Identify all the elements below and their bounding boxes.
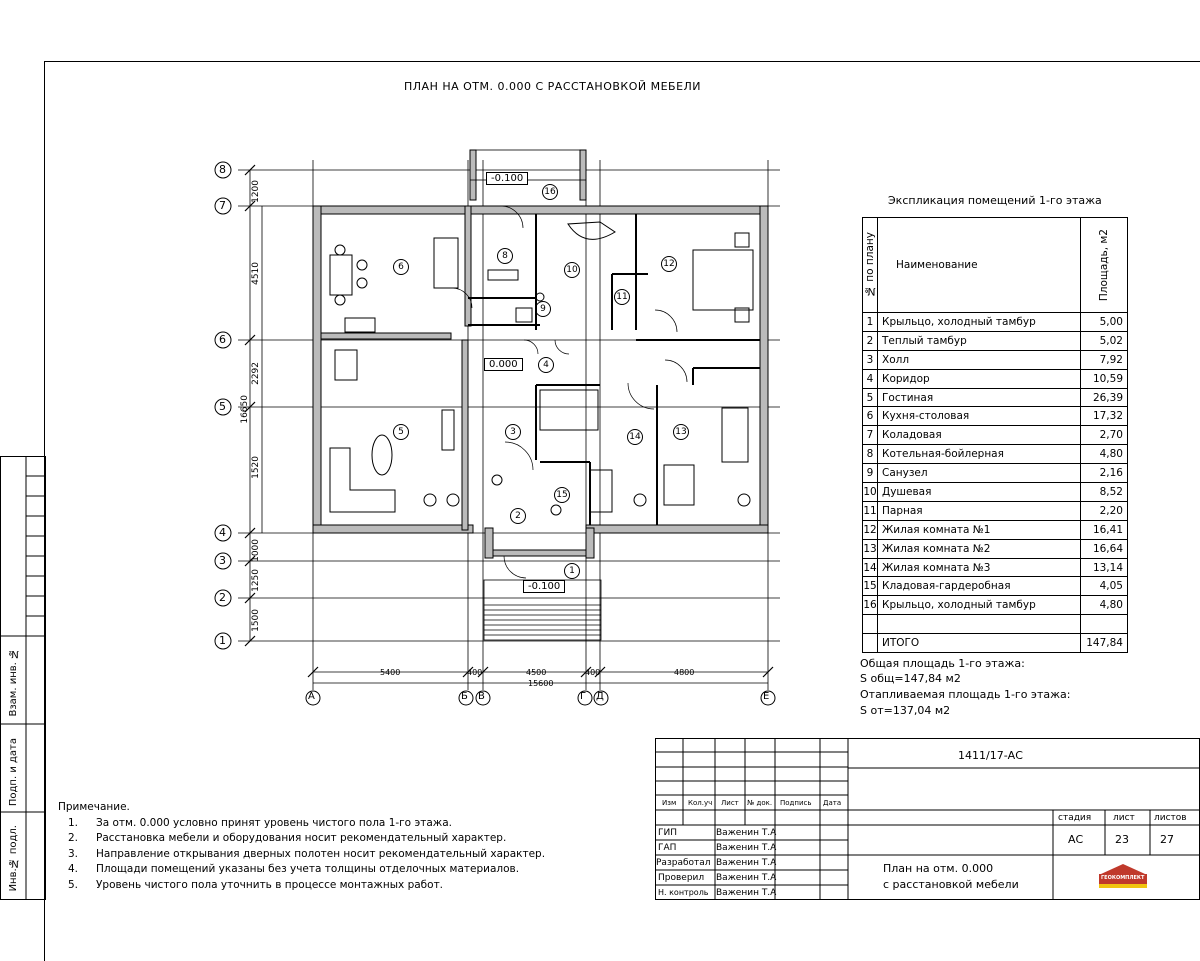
note-number: 5. bbox=[68, 878, 79, 891]
explication-num: 12 bbox=[863, 520, 878, 539]
axis-2: 2 bbox=[219, 591, 226, 604]
dim-left-6: 1250 bbox=[251, 569, 261, 592]
stamp-col-6: Дата bbox=[823, 799, 842, 807]
axis-4: 4 bbox=[219, 526, 226, 539]
note-number: 2. bbox=[68, 832, 79, 844]
side-stamp-1: Взам. инв. № bbox=[8, 648, 19, 717]
explication-row bbox=[863, 445, 1128, 464]
explication-area: 4,80 bbox=[1081, 445, 1128, 464]
explication-row bbox=[863, 483, 1128, 502]
axis-6: 6 bbox=[219, 333, 226, 346]
explication-row bbox=[863, 350, 1128, 369]
explication-name bbox=[878, 615, 1081, 634]
role-1: ГИП bbox=[658, 828, 677, 838]
room-10: 10 bbox=[564, 262, 580, 278]
explication-area: 16,41 bbox=[1081, 520, 1128, 539]
note-item bbox=[58, 831, 545, 847]
room-4: 4 bbox=[538, 357, 554, 373]
sheets-value: 27 bbox=[1160, 833, 1174, 846]
company-logo bbox=[1097, 862, 1149, 890]
header-area: Площадь, м2 bbox=[1098, 228, 1110, 302]
explication-name: Коридор bbox=[878, 369, 1081, 388]
explication-area: 17,32 bbox=[1081, 407, 1128, 426]
explication-row bbox=[863, 501, 1128, 520]
role-5: Н. контроль bbox=[658, 888, 709, 897]
explication-name: Теплый тамбур bbox=[878, 331, 1081, 350]
sheet-value: 23 bbox=[1115, 833, 1129, 846]
axis-bubbles-bottom bbox=[300, 688, 780, 708]
axis-1: 1 bbox=[219, 634, 226, 647]
explication-num: 10 bbox=[863, 483, 878, 502]
role-5-name: Важенин Т.А bbox=[716, 888, 777, 898]
explication-num: 1 bbox=[863, 313, 878, 332]
axis-3: 3 bbox=[219, 554, 226, 567]
explication-row bbox=[863, 596, 1128, 615]
room-12: 12 bbox=[661, 256, 677, 272]
explication-row bbox=[863, 426, 1128, 445]
dim-bottom-5: 4800 bbox=[674, 668, 695, 677]
axis-5: 5 bbox=[219, 400, 226, 413]
explication-row bbox=[863, 388, 1128, 407]
explication-name: Жилая комната №3 bbox=[878, 558, 1081, 577]
level-bottom: -0.100 bbox=[523, 580, 565, 593]
explication-row bbox=[863, 331, 1128, 350]
note-item bbox=[58, 847, 545, 863]
sheet-title-1: План на отм. 0.000 bbox=[883, 862, 994, 875]
axis-A: А bbox=[308, 691, 315, 702]
dim-left-3: 2292 bbox=[251, 362, 261, 385]
stamp-col-1: Изм bbox=[662, 799, 677, 807]
dim-bottom-3: 4500 bbox=[526, 668, 547, 677]
dim-bottom-1: 5400 bbox=[380, 668, 401, 677]
logo-text: ГЕОКОМПЛЕКТ bbox=[1101, 875, 1145, 881]
role-4-name: Важенин Т.А bbox=[716, 873, 777, 883]
axis-V: В bbox=[478, 691, 485, 702]
stage-label: стадия bbox=[1058, 813, 1092, 823]
explication-name: Холл bbox=[878, 350, 1081, 369]
total-num bbox=[863, 634, 878, 653]
explication-row bbox=[863, 313, 1128, 332]
explication-area: 2,16 bbox=[1081, 464, 1128, 483]
dim-left-4: 1520 bbox=[251, 456, 261, 479]
explication-num: 8 bbox=[863, 445, 878, 464]
stamp-col-3: Лист bbox=[721, 799, 739, 807]
explication-num: 2 bbox=[863, 331, 878, 350]
room-8: 8 bbox=[497, 248, 513, 264]
note-item bbox=[58, 816, 545, 832]
side-stamp-3: Инв.№ подл. bbox=[8, 825, 19, 892]
total-label: ИТОГО bbox=[878, 634, 1081, 653]
side-stamp bbox=[0, 456, 46, 900]
header-num: № по плану bbox=[864, 232, 876, 298]
sheet-title-2: с расстановкой мебели bbox=[883, 878, 1019, 891]
explication-area: 5,00 bbox=[1081, 313, 1128, 332]
room-14: 14 bbox=[627, 429, 643, 445]
room-3: 3 bbox=[505, 424, 521, 440]
explication-row bbox=[863, 520, 1128, 539]
dim-bottom-2: 400 bbox=[467, 668, 483, 677]
notes-title: Примечание. bbox=[58, 801, 130, 813]
explication-num: 5 bbox=[863, 388, 878, 407]
role-2-name: Важенин Т.А bbox=[716, 843, 777, 853]
explication-name: Кухня-столовая bbox=[878, 407, 1081, 426]
level-main: 0.000 bbox=[484, 358, 523, 371]
room-13: 13 bbox=[673, 424, 689, 440]
explication-rows bbox=[863, 313, 1128, 634]
notes bbox=[58, 800, 545, 893]
explication-area: 8,52 bbox=[1081, 483, 1128, 502]
axis-B: Б bbox=[461, 691, 468, 702]
room-6: 6 bbox=[393, 259, 409, 275]
stage-value: АС bbox=[1068, 833, 1084, 846]
axis-8: 8 bbox=[219, 163, 226, 176]
dim-left-1: 1200 bbox=[251, 180, 261, 203]
explication-name: Жилая комната №1 bbox=[878, 520, 1081, 539]
dim-bottom-total: 15600 bbox=[528, 679, 554, 688]
room-16: 16 bbox=[542, 184, 558, 200]
explication-header-row bbox=[863, 218, 1128, 313]
explication-name: Крыльцо, холодный тамбур bbox=[878, 313, 1081, 332]
note-text: За отм. 0.000 условно принят уровень чистого пола 1-го этажа. bbox=[96, 816, 452, 829]
notes-list bbox=[58, 816, 545, 894]
explication-area: 13,14 bbox=[1081, 558, 1128, 577]
explication-row bbox=[863, 577, 1128, 596]
explication-area: 4,80 bbox=[1081, 596, 1128, 615]
explication-row bbox=[863, 464, 1128, 483]
explication-num: 16 bbox=[863, 596, 878, 615]
role-2: ГАП bbox=[658, 843, 677, 853]
explication-row bbox=[863, 539, 1128, 558]
explication-name: Кладовая-гардеробная bbox=[878, 577, 1081, 596]
dim-bottom-4: 400 bbox=[585, 668, 601, 677]
explication-num: 11 bbox=[863, 501, 878, 520]
dim-left-2: 4510 bbox=[251, 262, 261, 285]
axis-G: Г bbox=[580, 691, 587, 702]
note-text: Площади помещений указаны без учета толщины отделочных материалов. bbox=[96, 863, 520, 875]
header-num-cell bbox=[863, 218, 878, 313]
note-number: 1. bbox=[68, 816, 79, 829]
explication-num: 15 bbox=[863, 577, 878, 596]
explication-total-row bbox=[863, 634, 1128, 653]
sheet-label: лист bbox=[1113, 813, 1135, 823]
explication-area: 16,64 bbox=[1081, 539, 1128, 558]
explication-area: 26,39 bbox=[1081, 388, 1128, 407]
note-text: Направление открывания дверных полотен носит рекомендательный характер. bbox=[96, 847, 546, 860]
drawing-title: ПЛАН НА ОТМ. 0.000 С РАССТАНОВКОЙ МЕБЕЛИ bbox=[404, 80, 702, 93]
level-top: -0.100 bbox=[486, 172, 528, 185]
explication-num: 13 bbox=[863, 539, 878, 558]
room-15: 15 bbox=[554, 487, 570, 503]
explication-num: 9 bbox=[863, 464, 878, 483]
explication-num: 3 bbox=[863, 350, 878, 369]
stamp-col-2: Кол.уч bbox=[688, 799, 713, 807]
room-5: 5 bbox=[393, 424, 409, 440]
side-stamp-2: Подп. и дата bbox=[8, 738, 19, 807]
note-text: Уровень чистого пола уточнить в процессе монтажных работ. bbox=[96, 878, 444, 891]
stamp-col-4: № док. bbox=[747, 799, 773, 807]
summary-line-2: S общ=147,84 м2 bbox=[860, 672, 961, 685]
sheets-label: листов bbox=[1154, 813, 1187, 823]
explication-row bbox=[863, 615, 1128, 634]
summary-line-4: S от=137,04 м2 bbox=[860, 704, 951, 717]
note-number: 4. bbox=[68, 863, 79, 875]
explication-name: Жилая комната №2 bbox=[878, 539, 1081, 558]
explication-row bbox=[863, 369, 1128, 388]
explication-area: 7,92 bbox=[1081, 350, 1128, 369]
explication-table bbox=[862, 217, 1128, 653]
note-number: 3. bbox=[68, 847, 79, 860]
explication-area: 5,02 bbox=[1081, 331, 1128, 350]
room-9: 9 bbox=[535, 301, 551, 317]
room-1: 1 bbox=[564, 563, 580, 579]
explication-title: Экспликация помещений 1-го этажа bbox=[888, 194, 1102, 207]
axis-7: 7 bbox=[219, 199, 226, 212]
floor-plan bbox=[0, 0, 800, 720]
stamp-code: 1411/17-АС bbox=[958, 749, 1023, 762]
explication-area: 2,70 bbox=[1081, 426, 1128, 445]
header-area-cell bbox=[1081, 218, 1128, 313]
explication-num: 7 bbox=[863, 426, 878, 445]
room-2: 2 bbox=[510, 508, 526, 524]
role-3-name: Важенин Т.А bbox=[716, 858, 777, 868]
explication-num: 14 bbox=[863, 558, 878, 577]
note-text: Расстановка мебели и оборудования носит рекомендательный характер. bbox=[96, 832, 507, 844]
explication-row bbox=[863, 407, 1128, 426]
explication-num: 4 bbox=[863, 369, 878, 388]
explication-area: 10,59 bbox=[1081, 369, 1128, 388]
dim-left-total: 16650 bbox=[240, 395, 250, 424]
summary-line-1: Общая площадь 1-го этажа: bbox=[860, 657, 1025, 670]
explication-num: 6 bbox=[863, 407, 878, 426]
explication-name: Душевая bbox=[878, 483, 1081, 502]
explication-name: Крыльцо, холодный тамбур bbox=[878, 596, 1081, 615]
note-item bbox=[58, 878, 545, 894]
axis-D: Д bbox=[596, 691, 604, 702]
explication-area bbox=[1081, 615, 1128, 634]
total-area: 147,84 bbox=[1081, 634, 1128, 653]
explication-name: Гостиная bbox=[878, 388, 1081, 407]
room-11: 11 bbox=[614, 289, 630, 305]
explication-name: Санузел bbox=[878, 464, 1081, 483]
explication-name: Парная bbox=[878, 501, 1081, 520]
role-4: Проверил bbox=[658, 873, 705, 883]
explication-area: 2,20 bbox=[1081, 501, 1128, 520]
dim-left-7: 1500 bbox=[251, 609, 261, 632]
summary-line-3: Отапливаемая площадь 1-го этажа: bbox=[860, 688, 1071, 701]
explication-num bbox=[863, 615, 878, 634]
note-item bbox=[58, 862, 545, 878]
role-1-name: Важенин Т.А bbox=[716, 828, 777, 838]
axis-E: Е bbox=[763, 691, 770, 702]
header-name: Наименование bbox=[878, 218, 1081, 313]
dim-left-5: 1000 bbox=[251, 539, 261, 562]
explication-row bbox=[863, 558, 1128, 577]
explication-name: Котельная-бойлерная bbox=[878, 445, 1081, 464]
role-3: Разработал bbox=[656, 858, 711, 868]
explication-area: 4,05 bbox=[1081, 577, 1128, 596]
stamp-col-5: Подпись bbox=[780, 799, 812, 807]
explication-name: Коладовая bbox=[878, 426, 1081, 445]
